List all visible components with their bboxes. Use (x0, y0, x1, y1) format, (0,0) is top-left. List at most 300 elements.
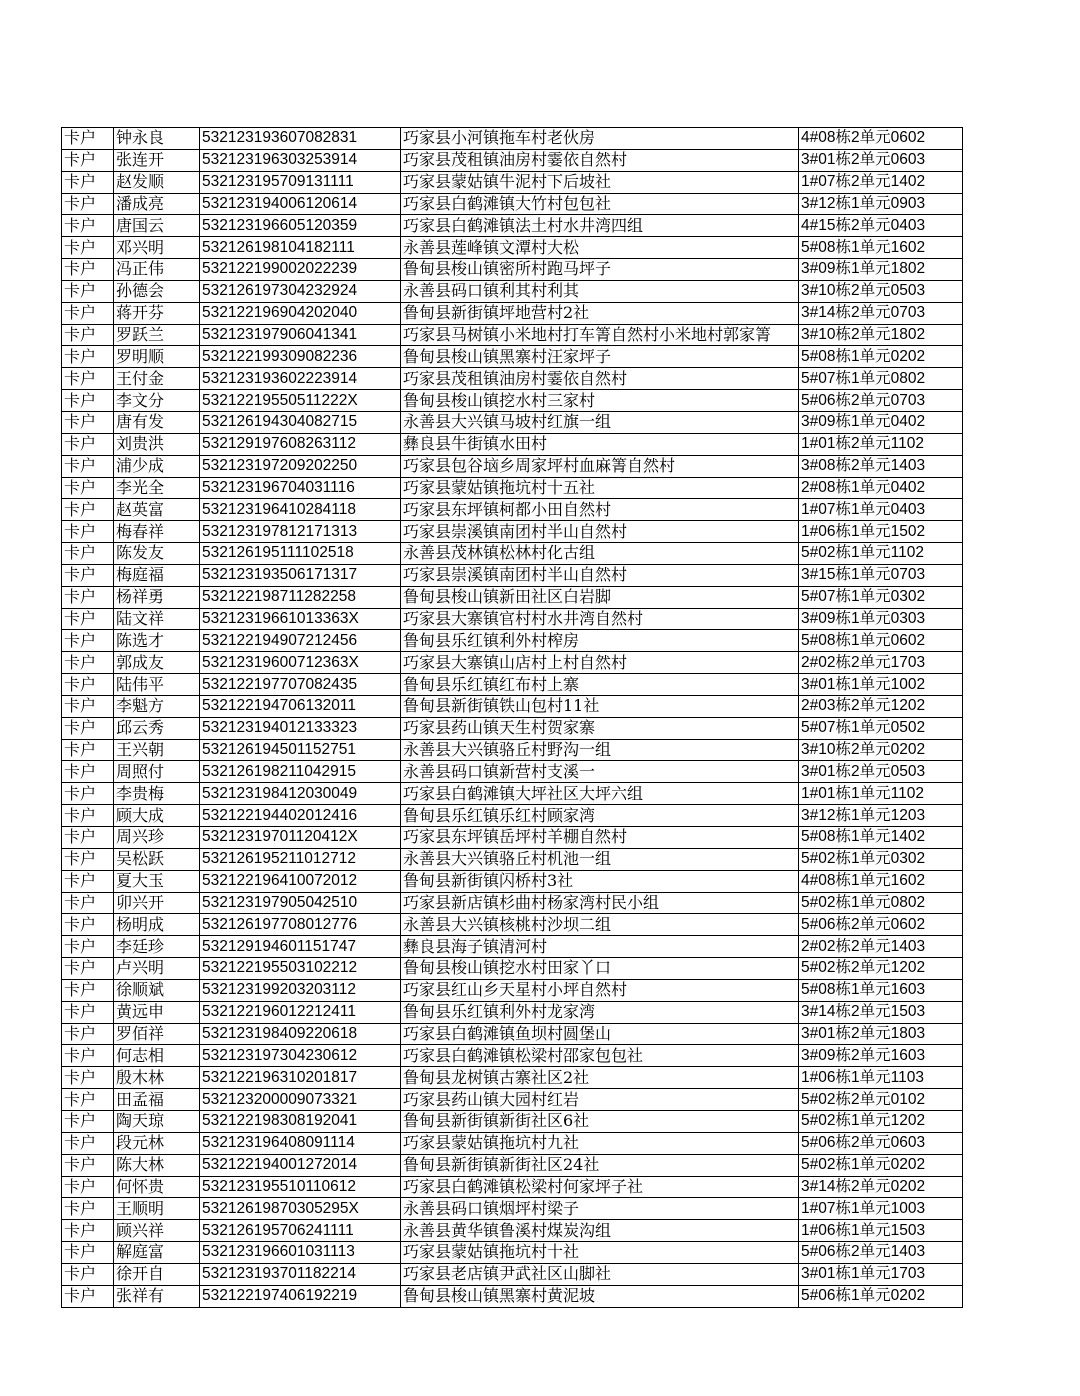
name-cell: 杨明成 (114, 914, 200, 936)
type-cell: 卡户 (62, 695, 114, 717)
table-row (62, 717, 963, 739)
house-cell: 2#02栋2单元1403 (799, 936, 963, 958)
name-cell: 唐国云 (114, 215, 200, 237)
type-cell: 卡户 (62, 1067, 114, 1089)
id-number-cell: 532123196704031116 (200, 477, 401, 499)
address-cell: 巧家县白鹤滩镇大坪社区大坪六组 (401, 783, 799, 805)
id-number-cell: 532123193602223914 (200, 368, 401, 390)
name-cell: 陆文祥 (114, 608, 200, 630)
type-cell: 卡户 (62, 1263, 114, 1285)
address-cell: 巧家县白鹤滩镇法土村水井湾四组 (401, 215, 799, 237)
address-cell: 鲁甸县新街镇铁山包村11社 (401, 695, 799, 717)
id-number-cell: 532126198211042915 (200, 761, 401, 783)
id-number-cell: 53212219550511222X (200, 390, 401, 412)
address-cell: 鲁甸县新街镇坪地营村2社 (401, 302, 799, 324)
address-cell: 巧家县老店镇尹武社区山脚社 (401, 1263, 799, 1285)
house-cell: 5#07栋1单元0302 (799, 586, 963, 608)
address-cell: 永善县码口镇利其村利其 (401, 280, 799, 302)
id-number-cell: 532126198104182111 (200, 237, 401, 259)
id-number-cell: 532122196310201817 (200, 1067, 401, 1089)
id-number-cell: 532123194012133323 (200, 717, 401, 739)
table-row (62, 324, 963, 346)
name-cell: 陈发友 (114, 543, 200, 565)
house-cell: 5#02栋2单元0102 (799, 1089, 963, 1111)
type-cell: 卡户 (62, 280, 114, 302)
type-cell: 卡户 (62, 848, 114, 870)
house-cell: 3#15栋1单元0703 (799, 564, 963, 586)
house-cell: 5#02栋1单元0302 (799, 848, 963, 870)
type-cell: 卡户 (62, 128, 114, 150)
house-cell: 3#08栋2单元1403 (799, 455, 963, 477)
name-cell: 孙德会 (114, 280, 200, 302)
name-cell: 李廷珍 (114, 936, 200, 958)
id-number-cell: 532122199309082236 (200, 346, 401, 368)
type-cell: 卡户 (62, 1045, 114, 1067)
table-row (62, 608, 963, 630)
house-cell: 1#06栋1单元1502 (799, 521, 963, 543)
table-row (62, 630, 963, 652)
house-cell: 5#06栋2单元1403 (799, 1242, 963, 1264)
house-cell: 3#01栋2单元0603 (799, 149, 963, 171)
house-cell: 5#06栋2单元0703 (799, 390, 963, 412)
address-cell: 巧家县蒙姑镇牛泥村下后坡社 (401, 171, 799, 193)
house-cell: 1#07栋1单元1003 (799, 1198, 963, 1220)
table-row (62, 433, 963, 455)
table-row (62, 455, 963, 477)
type-cell: 卡户 (62, 717, 114, 739)
house-cell: 5#08栋1单元1603 (799, 979, 963, 1001)
address-cell: 巧家县小河镇拖车村老伙房 (401, 128, 799, 150)
table-row (62, 1154, 963, 1176)
name-cell: 唐有发 (114, 411, 200, 433)
house-cell: 3#01栋2单元0503 (799, 761, 963, 783)
name-cell: 罗明顺 (114, 346, 200, 368)
house-cell: 5#02栋1单元0802 (799, 892, 963, 914)
house-cell: 5#07栋1单元0502 (799, 717, 963, 739)
name-cell: 王兴朝 (114, 739, 200, 761)
address-cell: 巧家县白鹤滩镇松梁村何家坪子社 (401, 1176, 799, 1198)
address-cell: 彝良县海子镇清河村 (401, 936, 799, 958)
house-cell: 3#10栋2单元0202 (799, 739, 963, 761)
table-row (62, 1132, 963, 1154)
address-cell: 鲁甸县乐红镇乐红村顾家湾 (401, 805, 799, 827)
name-cell: 徐开自 (114, 1263, 200, 1285)
name-cell: 刘贵洪 (114, 433, 200, 455)
type-cell: 卡户 (62, 1132, 114, 1154)
type-cell: 卡户 (62, 674, 114, 696)
house-cell: 4#08栋2单元0602 (799, 128, 963, 150)
id-number-cell: 532122197406192219 (200, 1285, 401, 1307)
house-cell: 5#08栋1单元0602 (799, 630, 963, 652)
name-cell: 陆伟平 (114, 674, 200, 696)
id-number-cell: 532122195503102212 (200, 958, 401, 980)
address-cell: 鲁甸县梭山镇黑寨村汪家坪子 (401, 346, 799, 368)
address-cell: 巧家县红山乡天星村小坪自然村 (401, 979, 799, 1001)
address-cell: 巧家县东坪镇柯都小田自然村 (401, 499, 799, 521)
house-cell: 5#02栋2单元1202 (799, 958, 963, 980)
name-cell: 卯兴开 (114, 892, 200, 914)
name-cell: 周兴珍 (114, 827, 200, 849)
id-number-cell: 532122194402012416 (200, 805, 401, 827)
id-number-cell: 532122194907212456 (200, 630, 401, 652)
table-row (62, 1001, 963, 1023)
type-cell: 卡户 (62, 411, 114, 433)
name-cell: 杨祥勇 (114, 586, 200, 608)
id-number-cell: 53212319600712363X (200, 652, 401, 674)
table-row (62, 149, 963, 171)
id-number-cell: 532122198308192041 (200, 1110, 401, 1132)
table-row (62, 564, 963, 586)
id-number-cell: 532122196410072012 (200, 870, 401, 892)
table-row (62, 193, 963, 215)
id-number-cell: 532123196408091114 (200, 1132, 401, 1154)
type-cell: 卡户 (62, 652, 114, 674)
address-cell: 鲁甸县梭山镇挖水村三家村 (401, 390, 799, 412)
name-cell: 田孟福 (114, 1089, 200, 1111)
house-cell: 1#07栋2单元1402 (799, 171, 963, 193)
id-number-cell: 532123193701182214 (200, 1263, 401, 1285)
house-cell: 3#12栋1单元1203 (799, 805, 963, 827)
house-cell: 2#02栋2单元1703 (799, 652, 963, 674)
type-cell: 卡户 (62, 433, 114, 455)
name-cell: 潘成亮 (114, 193, 200, 215)
house-cell: 3#09栋1单元0402 (799, 411, 963, 433)
table-row (62, 695, 963, 717)
type-cell: 卡户 (62, 215, 114, 237)
type-cell: 卡户 (62, 1089, 114, 1111)
id-number-cell: 532123197304230612 (200, 1045, 401, 1067)
id-number-cell: 532126194304082715 (200, 411, 401, 433)
house-cell: 3#12栋1单元0903 (799, 193, 963, 215)
table-row (62, 215, 963, 237)
table-row (62, 1089, 963, 1111)
address-cell: 鲁甸县梭山镇新田社区白岩脚 (401, 586, 799, 608)
name-cell: 夏大玉 (114, 870, 200, 892)
type-cell: 卡户 (62, 149, 114, 171)
address-cell: 鲁甸县乐红镇利外村龙家湾 (401, 1001, 799, 1023)
house-cell: 1#06栋1单元1103 (799, 1067, 963, 1089)
type-cell: 卡户 (62, 237, 114, 259)
address-cell: 鲁甸县龙树镇古寨社区2社 (401, 1067, 799, 1089)
address-cell: 巧家县马树镇小米地村打车箐自然村小米地村郭家箐 (401, 324, 799, 346)
table-row (62, 1285, 963, 1307)
id-number-cell: 532123199203203112 (200, 979, 401, 1001)
table-row (62, 827, 963, 849)
id-number-cell: 532129197608263112 (200, 433, 401, 455)
name-cell: 邱云秀 (114, 717, 200, 739)
table-row (62, 1023, 963, 1045)
house-cell: 3#01栋1单元1703 (799, 1263, 963, 1285)
name-cell: 郭成友 (114, 652, 200, 674)
address-cell: 巧家县大寨镇山店村上村自然村 (401, 652, 799, 674)
table-row (62, 1220, 963, 1242)
type-cell: 卡户 (62, 958, 114, 980)
id-number-cell: 53212319661013363X (200, 608, 401, 630)
id-number-cell: 532126194501152751 (200, 739, 401, 761)
table-row (62, 259, 963, 281)
name-cell: 李文分 (114, 390, 200, 412)
name-cell: 罗佰祥 (114, 1023, 200, 1045)
type-cell: 卡户 (62, 914, 114, 936)
name-cell: 王顺明 (114, 1198, 200, 1220)
address-cell: 鲁甸县梭山镇黑寨村黄泥坡 (401, 1285, 799, 1307)
id-number-cell: 532122194706132011 (200, 695, 401, 717)
type-cell: 卡户 (62, 805, 114, 827)
type-cell: 卡户 (62, 259, 114, 281)
table-row (62, 674, 963, 696)
table-row (62, 848, 963, 870)
name-cell: 顾兴祥 (114, 1220, 200, 1242)
id-number-cell: 53212619870305295X (200, 1198, 401, 1220)
address-cell: 永善县茂林镇松林村化古组 (401, 543, 799, 565)
type-cell: 卡户 (62, 892, 114, 914)
type-cell: 卡户 (62, 543, 114, 565)
house-cell: 3#14栋2单元1503 (799, 1001, 963, 1023)
table-row (62, 390, 963, 412)
house-cell: 5#08栋1单元1602 (799, 237, 963, 259)
address-cell: 永善县大兴镇骆丘村机池一组 (401, 848, 799, 870)
address-cell: 鲁甸县新街镇闪桥村3社 (401, 870, 799, 892)
id-number-cell: 532123196410284118 (200, 499, 401, 521)
name-cell: 何怀贵 (114, 1176, 200, 1198)
address-cell: 巧家县包谷垴乡周家坪村血麻箐自然村 (401, 455, 799, 477)
type-cell: 卡户 (62, 1110, 114, 1132)
table-row (62, 280, 963, 302)
table-row (62, 1198, 963, 1220)
name-cell: 梅春祥 (114, 521, 200, 543)
address-cell: 巧家县蒙姑镇拖坑村十社 (401, 1242, 799, 1264)
id-number-cell: 532123197812171313 (200, 521, 401, 543)
address-cell: 巧家县茂租镇油房村霎依自然村 (401, 149, 799, 171)
table-row (62, 477, 963, 499)
type-cell: 卡户 (62, 739, 114, 761)
house-cell: 3#10栋2单元0503 (799, 280, 963, 302)
type-cell: 卡户 (62, 171, 114, 193)
table-row (62, 586, 963, 608)
type-cell: 卡户 (62, 783, 114, 805)
id-number-cell: 532123193607082831 (200, 128, 401, 150)
house-cell: 3#09栋2单元1603 (799, 1045, 963, 1067)
house-cell: 5#07栋1单元0802 (799, 368, 963, 390)
id-number-cell: 532122198711282258 (200, 586, 401, 608)
type-cell: 卡户 (62, 346, 114, 368)
house-cell: 3#14栋2单元0202 (799, 1176, 963, 1198)
house-cell: 1#01栋2单元1102 (799, 433, 963, 455)
table-row (62, 237, 963, 259)
address-cell: 鲁甸县梭山镇挖水村田家丫口 (401, 958, 799, 980)
type-cell: 卡户 (62, 564, 114, 586)
name-cell: 冯正伟 (114, 259, 200, 281)
type-cell: 卡户 (62, 521, 114, 543)
name-cell: 李魁方 (114, 695, 200, 717)
house-cell: 3#09栋1单元0303 (799, 608, 963, 630)
address-cell: 永善县码口镇烟坪村梁子 (401, 1198, 799, 1220)
table-row (62, 1242, 963, 1264)
id-number-cell: 532122196012212411 (200, 1001, 401, 1023)
table-row (62, 499, 963, 521)
address-cell: 巧家县新店镇杉曲村杨家湾村民小组 (401, 892, 799, 914)
name-cell: 黄远申 (114, 1001, 200, 1023)
name-cell: 张祥有 (114, 1285, 200, 1307)
name-cell: 徐顺斌 (114, 979, 200, 1001)
table-row (62, 783, 963, 805)
household-table (61, 127, 963, 1308)
type-cell: 卡户 (62, 390, 114, 412)
address-cell: 巧家县药山镇天生村贺家寨 (401, 717, 799, 739)
id-number-cell: 532122199002022239 (200, 259, 401, 281)
id-number-cell: 532123195510110612 (200, 1176, 401, 1198)
address-cell: 鲁甸县梭山镇密所村跑马坪子 (401, 259, 799, 281)
type-cell: 卡户 (62, 1154, 114, 1176)
address-cell: 巧家县崇溪镇南团村半山自然村 (401, 521, 799, 543)
house-cell: 5#06栋2单元0602 (799, 914, 963, 936)
name-cell: 钟永良 (114, 128, 200, 150)
type-cell: 卡户 (62, 1242, 114, 1264)
table-row (62, 1176, 963, 1198)
house-cell: 1#01栋1单元1102 (799, 783, 963, 805)
address-cell: 永善县莲峰镇文潭村大松 (401, 237, 799, 259)
address-cell: 鲁甸县乐红镇利外村榨房 (401, 630, 799, 652)
type-cell: 卡户 (62, 324, 114, 346)
name-cell: 殷木林 (114, 1067, 200, 1089)
type-cell: 卡户 (62, 455, 114, 477)
address-cell: 巧家县药山镇大园村红岩 (401, 1089, 799, 1111)
address-cell: 巧家县崇溪镇南团村半山自然村 (401, 564, 799, 586)
type-cell: 卡户 (62, 1023, 114, 1045)
id-number-cell: 532126197304232924 (200, 280, 401, 302)
name-cell: 李光全 (114, 477, 200, 499)
address-cell: 巧家县蒙姑镇拖坑村九社 (401, 1132, 799, 1154)
name-cell: 罗跃兰 (114, 324, 200, 346)
type-cell: 卡户 (62, 608, 114, 630)
name-cell: 陈选才 (114, 630, 200, 652)
table-row (62, 1110, 963, 1132)
type-cell: 卡户 (62, 761, 114, 783)
house-cell: 5#02栋1单元1102 (799, 543, 963, 565)
table-body (62, 128, 963, 1308)
type-cell: 卡户 (62, 193, 114, 215)
address-cell: 彝良县牛街镇水田村 (401, 433, 799, 455)
table-row (62, 958, 963, 980)
name-cell: 何志相 (114, 1045, 200, 1067)
id-number-cell: 532122196904202040 (200, 302, 401, 324)
table-row (62, 368, 963, 390)
id-number-cell: 532126195111102518 (200, 543, 401, 565)
table-row (62, 128, 963, 150)
name-cell: 邓兴明 (114, 237, 200, 259)
name-cell: 浦少成 (114, 455, 200, 477)
address-cell: 鲁甸县乐红镇红布村上寨 (401, 674, 799, 696)
table-row (62, 346, 963, 368)
table-row (62, 870, 963, 892)
name-cell: 陈大林 (114, 1154, 200, 1176)
address-cell: 巧家县白鹤滩镇鱼坝村圆堡山 (401, 1023, 799, 1045)
table-row (62, 171, 963, 193)
table-row (62, 739, 963, 761)
house-cell: 5#06栋2单元0603 (799, 1132, 963, 1154)
type-cell: 卡户 (62, 1176, 114, 1198)
id-number-cell: 532122197707082435 (200, 674, 401, 696)
house-cell: 3#01栋1单元1002 (799, 674, 963, 696)
name-cell: 王付金 (114, 368, 200, 390)
name-cell: 卢兴明 (114, 958, 200, 980)
table-row (62, 761, 963, 783)
address-cell: 巧家县白鹤滩镇大竹村包包社 (401, 193, 799, 215)
id-number-cell: 532123200009073321 (200, 1089, 401, 1111)
house-cell: 4#15栋2单元0403 (799, 215, 963, 237)
id-number-cell: 532123196605120359 (200, 215, 401, 237)
house-cell: 2#08栋1单元0402 (799, 477, 963, 499)
id-number-cell: 532123197905042510 (200, 892, 401, 914)
name-cell: 赵发顺 (114, 171, 200, 193)
address-cell: 巧家县东坪镇岳坪村羊棚自然村 (401, 827, 799, 849)
id-number-cell: 532123194006120614 (200, 193, 401, 215)
type-cell: 卡户 (62, 870, 114, 892)
type-cell: 卡户 (62, 586, 114, 608)
type-cell: 卡户 (62, 1285, 114, 1307)
id-number-cell: 532123195709131111 (200, 171, 401, 193)
name-cell: 顾大成 (114, 805, 200, 827)
house-cell: 3#09栋1单元1802 (799, 259, 963, 281)
address-cell: 永善县大兴镇骆丘村野沟一组 (401, 739, 799, 761)
house-cell: 1#07栋1单元0403 (799, 499, 963, 521)
address-cell: 鲁甸县新街镇新街社区6社 (401, 1110, 799, 1132)
name-cell: 周照付 (114, 761, 200, 783)
address-cell: 鲁甸县新街镇新街社区24社 (401, 1154, 799, 1176)
name-cell: 赵英富 (114, 499, 200, 521)
address-cell: 巧家县蒙姑镇拖坑村十五社 (401, 477, 799, 499)
name-cell: 段元林 (114, 1132, 200, 1154)
table-row (62, 411, 963, 433)
house-cell: 5#02栋1单元0202 (799, 1154, 963, 1176)
type-cell: 卡户 (62, 302, 114, 324)
address-cell: 永善县大兴镇核桃村沙坝二组 (401, 914, 799, 936)
house-cell: 4#08栋1单元1602 (799, 870, 963, 892)
name-cell: 蒋开芬 (114, 302, 200, 324)
house-cell: 2#03栋2单元1202 (799, 695, 963, 717)
house-cell: 3#14栋2单元0703 (799, 302, 963, 324)
house-cell: 5#08栋1单元1402 (799, 827, 963, 849)
house-cell: 3#10栋2单元1802 (799, 324, 963, 346)
table-row (62, 1263, 963, 1285)
type-cell: 卡户 (62, 499, 114, 521)
name-cell: 梅庭福 (114, 564, 200, 586)
id-number-cell: 532123196303253914 (200, 149, 401, 171)
address-cell: 永善县码口镇新营村支溪一 (401, 761, 799, 783)
name-cell: 解庭富 (114, 1242, 200, 1264)
table-row (62, 521, 963, 543)
table-row (62, 892, 963, 914)
table-row (62, 1045, 963, 1067)
table-row (62, 805, 963, 827)
table-row (62, 302, 963, 324)
id-number-cell: 532123193506171317 (200, 564, 401, 586)
id-number-cell: 53212319701120412X (200, 827, 401, 849)
address-cell: 永善县大兴镇马坡村红旗一组 (401, 411, 799, 433)
name-cell: 陶天琼 (114, 1110, 200, 1132)
type-cell: 卡户 (62, 1220, 114, 1242)
type-cell: 卡户 (62, 630, 114, 652)
table-row (62, 1067, 963, 1089)
type-cell: 卡户 (62, 979, 114, 1001)
house-cell: 1#06栋1单元1503 (799, 1220, 963, 1242)
id-number-cell: 532123198409220618 (200, 1023, 401, 1045)
table-row (62, 914, 963, 936)
id-number-cell: 532126195211012712 (200, 848, 401, 870)
id-number-cell: 532123197906041341 (200, 324, 401, 346)
house-cell: 5#08栋1单元0202 (799, 346, 963, 368)
type-cell: 卡户 (62, 368, 114, 390)
